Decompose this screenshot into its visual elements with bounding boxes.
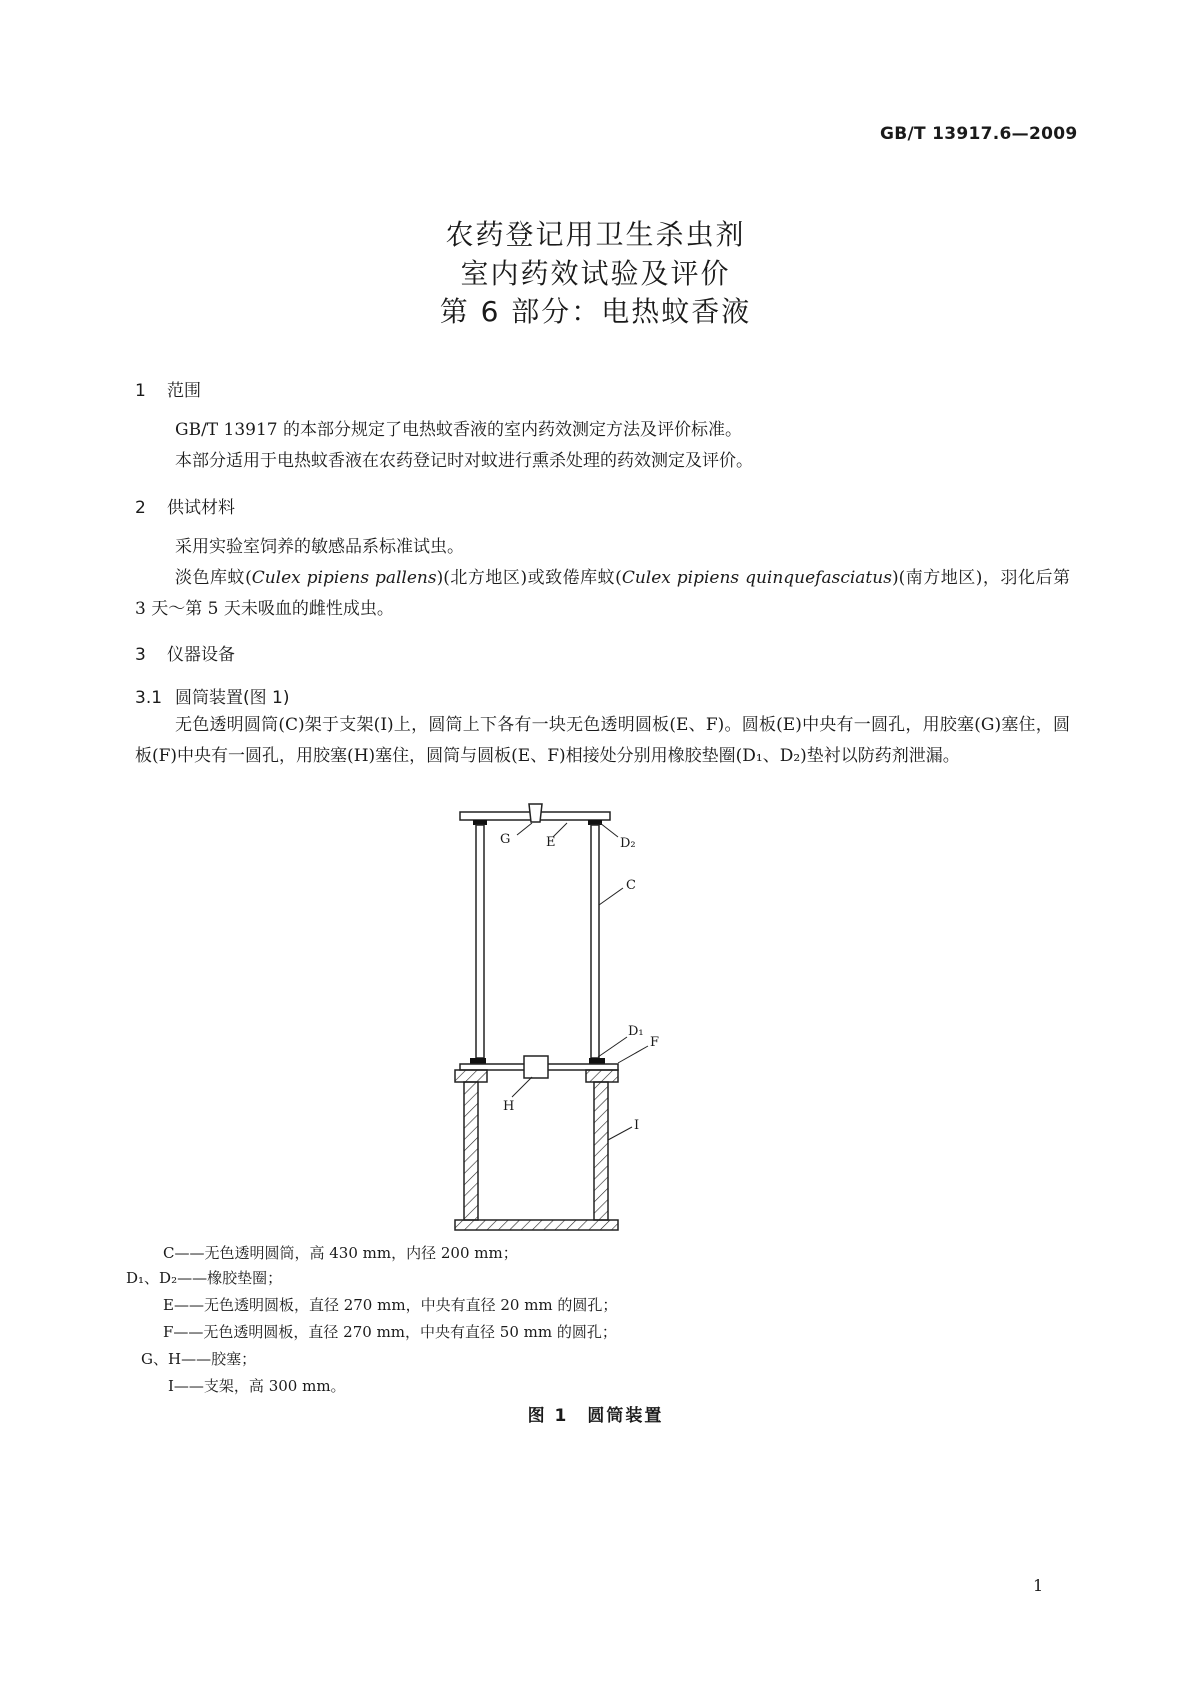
- figure-1-diagram: [440, 790, 680, 1240]
- section-3-number: 3: [135, 645, 146, 665]
- section-1-paragraph-2: 本部分适用于电热蚊香液在农药登记时对蚊进行熏杀处理的药效测定及评价。: [175, 451, 753, 471]
- species-name-1: Culex pipiens pallens: [251, 568, 437, 588]
- legend-item-gh: G、H——胶塞；: [141, 1350, 257, 1368]
- support-i-top-right: [586, 1070, 618, 1082]
- label-i: I: [634, 1118, 640, 1133]
- gasket-d1-right: [589, 1058, 605, 1064]
- legend-item-e: E——无色透明圆板，直径 270 mm，中央有直径 20 mm 的圆孔；: [163, 1296, 618, 1314]
- legend-item-d: D₁、D₂——橡胶垫圈；: [126, 1269, 283, 1287]
- title-line-1: 农药登记用卫生杀虫剂: [445, 218, 746, 251]
- page-number: 1: [1033, 1576, 1044, 1595]
- section-2-number: 2: [135, 498, 146, 518]
- title-line-2: 室内药效试验及评价: [460, 257, 731, 290]
- stopper-g: [529, 804, 542, 822]
- subsection-3-1-title: 圆筒装置(图 1): [175, 688, 290, 708]
- label-c: C: [626, 878, 636, 893]
- stopper-h: [524, 1056, 548, 1078]
- label-f: F: [650, 1035, 660, 1050]
- support-i-base: [455, 1220, 618, 1230]
- label-e: E: [546, 835, 556, 850]
- cylinder-c-left-wall: [476, 825, 484, 1058]
- section-1-title: 范围: [167, 381, 201, 401]
- support-i-right-leg: [594, 1082, 608, 1220]
- section-2-heading: [135, 493, 235, 518]
- section-2-title: 供试材料: [167, 498, 235, 518]
- support-i-left-leg: [464, 1082, 478, 1220]
- subsection-3-1-heading: [135, 683, 289, 708]
- label-h: H: [503, 1099, 515, 1114]
- standard-number: GB/T 13917.6—2009: [880, 124, 1078, 144]
- legend-item-i: I——支架，高 300 mm。: [168, 1377, 346, 1395]
- species-name-2: Culex pipiens quinquefasciatus: [621, 568, 892, 588]
- label-d1: D₁: [628, 1024, 644, 1039]
- section-1-number: 1: [135, 381, 146, 401]
- section-1-heading: [135, 376, 201, 401]
- figure-1-caption: 图 1 圆筒装置: [527, 1406, 664, 1426]
- support-i-top-left: [455, 1070, 487, 1082]
- gasket-d1-left: [470, 1058, 486, 1064]
- section-2-paragraph-2: 淡色库蚊(Culex pipiens pallens)(北方地区)或致倦库蚊(Culex pipiens quinquefasciatus)(南方地区)，羽化后第 3 天～第 5 天未吸血的雌性成虫。: [135, 568, 1071, 619]
- section-3-title: 仪器设备: [167, 645, 235, 665]
- subsection-3-1-number: 3.1: [135, 688, 163, 708]
- label-d2: D₂: [620, 836, 636, 851]
- label-g: G: [500, 832, 511, 847]
- title-line-3: 第 6 部分：电热蚊香液: [439, 295, 752, 328]
- cylinder-c-right-wall: [591, 825, 599, 1058]
- legend-item-c: C——无色透明圆筒，高 430 mm，内径 200 mm；: [163, 1244, 518, 1262]
- subsection-3-1-paragraph: 无色透明圆筒(C)架于支架(I)上，圆筒上下各有一块无色透明圆板(E、F)。圆板(E)中央有一圆孔，用胶塞(G)塞住，圆板(F)中央有一圆孔，用胶塞(H)塞住，圆筒与圆板(E、F)相接处分别用橡胶垫圈(D₁、D₂)垫衬以防药剂泄漏。: [135, 715, 1070, 766]
- legend-item-f: F——无色透明圆板，直径 270 mm，中央有直径 50 mm 的圆孔；: [163, 1323, 617, 1341]
- section-2-paragraph-1: 采用实验室饲养的敏感品系标准试虫。: [175, 537, 464, 557]
- section-3-heading: [135, 640, 235, 665]
- section-1-paragraph-1: GB/T 13917 的本部分规定了电热蚊香液的室内药效测定方法及评价标准。: [175, 420, 743, 440]
